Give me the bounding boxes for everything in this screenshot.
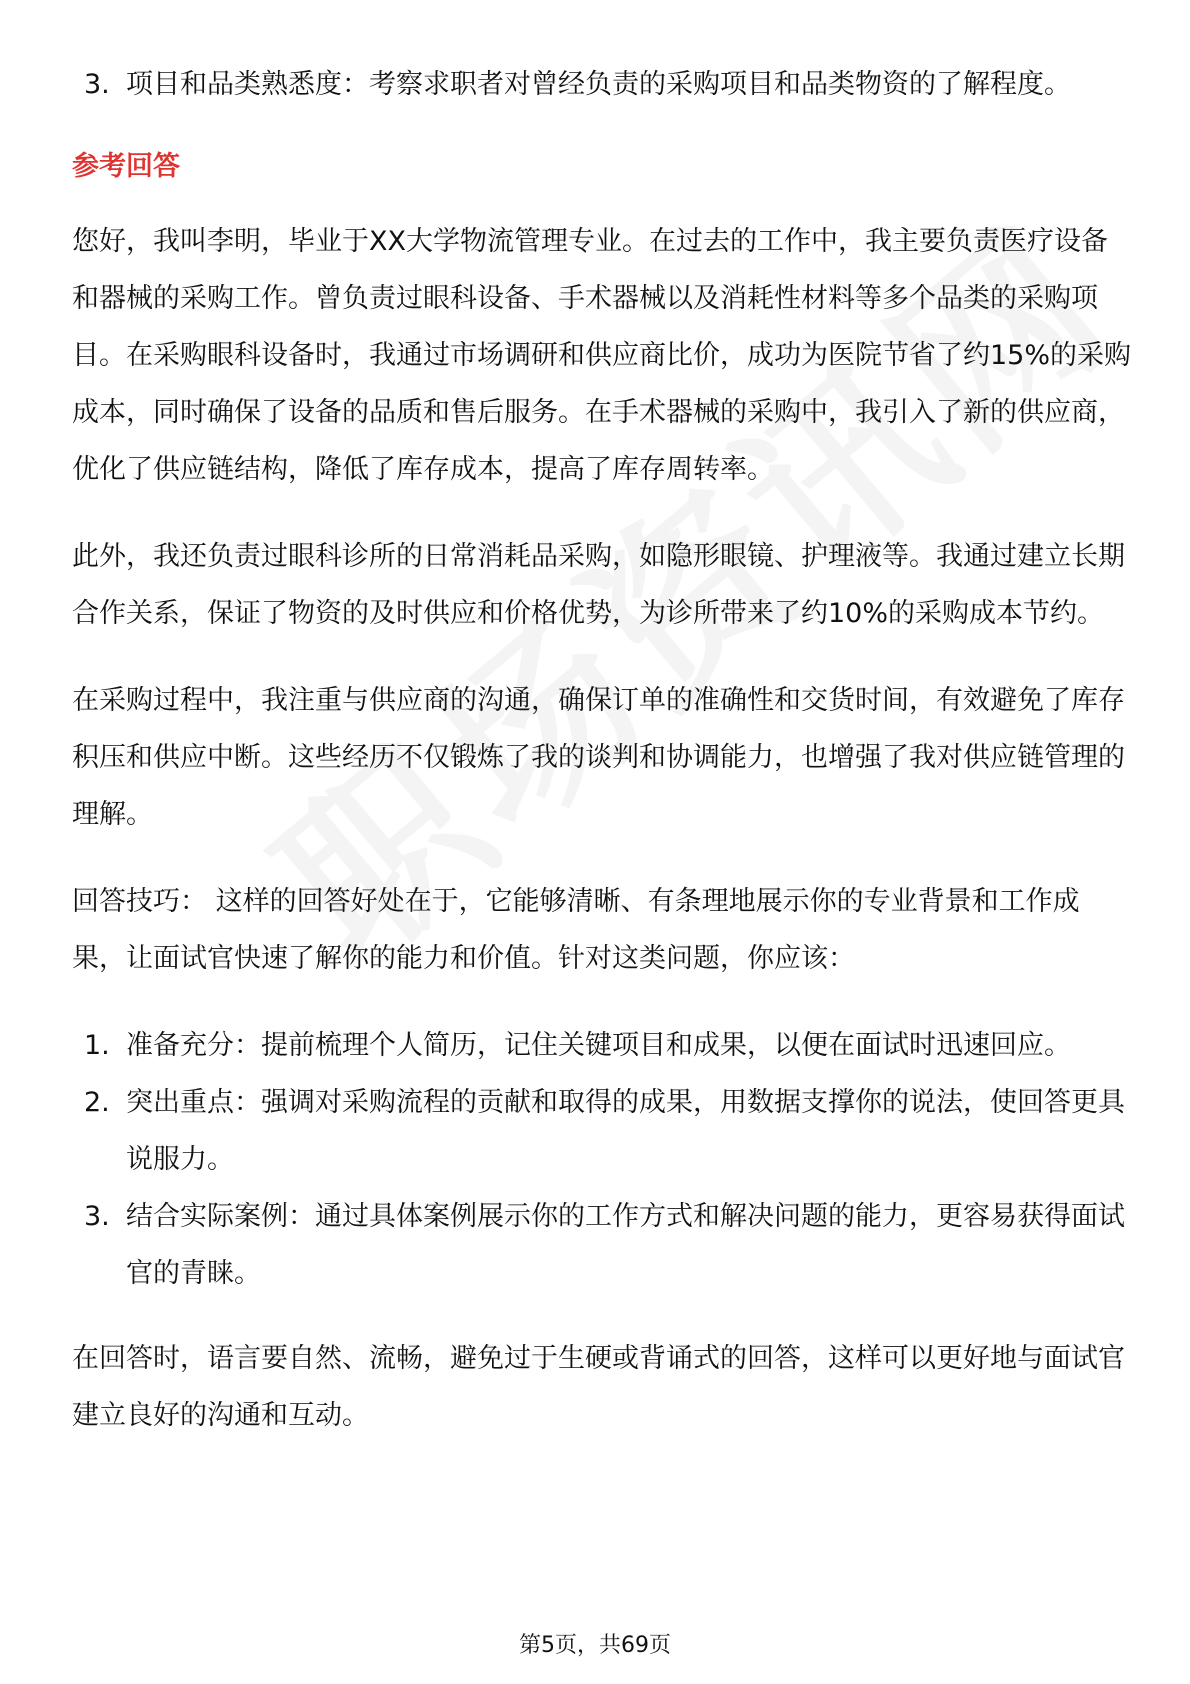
tips-list — [72, 1017, 1132, 1302]
list-item-number: 3. — [84, 69, 110, 100]
paragraph-consumables: 此外，我还负责过眼科诊所的日常消耗品采购，如隐形眼镜、护理液等。我通过建立长期合作关系，保证了物资的及时供应和价格优势，为诊所带来了约10%的采购成本节约。 — [72, 541, 1125, 629]
list-item — [72, 56, 1132, 113]
list-item-number: 3. — [84, 1201, 110, 1232]
list-item — [72, 1074, 1132, 1188]
list-item-text: 项目和品类熟悉度：考察求职者对曾经负责的采购项目和品类物资的了解程度。 — [126, 69, 1071, 100]
list-item-number: 1. — [84, 1030, 110, 1061]
section-title: 参考回答 — [72, 151, 180, 182]
list-item-number: 2. — [84, 1087, 110, 1118]
paragraph-intro: 您好，我叫李明，毕业于XX大学物流管理专业。在过去的工作中，我主要负责医疗设备和器械的采购工作。曾负责过眼科设备、手术器械以及消耗性材料等多个品类的采购项目。在采购眼科设备时，我通过市场调研和供应商比价，成功为医院节省了约15%的采购成本，同时确保了设备的品质和售后服务。在手术器械的采购中，我引入了新的供应商，优化了供应链结构，降低了库存成本，提高了库存周转率。 — [72, 226, 1132, 485]
list-item-text: 突出重点：强调对采购流程的贡献和取得的成果，用数据支撑你的说法，使回答更具说服力。 — [126, 1087, 1125, 1175]
list-item-text: 准备充分：提前梳理个人简历，记住关键项目和成果，以便在面试时迅速回应。 — [126, 1030, 1071, 1061]
list-item-text: 结合实际案例：通过具体案例展示你的工作方式和解决问题的能力，更容易获得面试官的青睐。 — [126, 1201, 1125, 1289]
paragraph-tips-intro: 回答技巧： 这样的回答好处在于，它能够清晰、有条理地展示你的专业背景和工作成果，让面试官快速了解你的能力和价值。针对这类问题，你应该： — [72, 886, 1080, 974]
document-page — [72, 56, 1132, 1474]
list-item — [72, 1017, 1132, 1074]
intro-list — [72, 56, 1132, 113]
page-number: 第5页，共69页 — [519, 1633, 671, 1658]
paragraph-communication: 在采购过程中，我注重与供应商的沟通，确保订单的准确性和交货时间，有效避免了库存积压和供应中断。这些经历不仅锻炼了我的谈判和协调能力，也增强了我对供应链管理的理解。 — [72, 685, 1125, 830]
list-item — [72, 1188, 1132, 1302]
paragraph-closing: 在回答时，语言要自然、流畅，避免过于生硬或背诵式的回答，这样可以更好地与面试官建立良好的沟通和互动。 — [72, 1343, 1125, 1431]
